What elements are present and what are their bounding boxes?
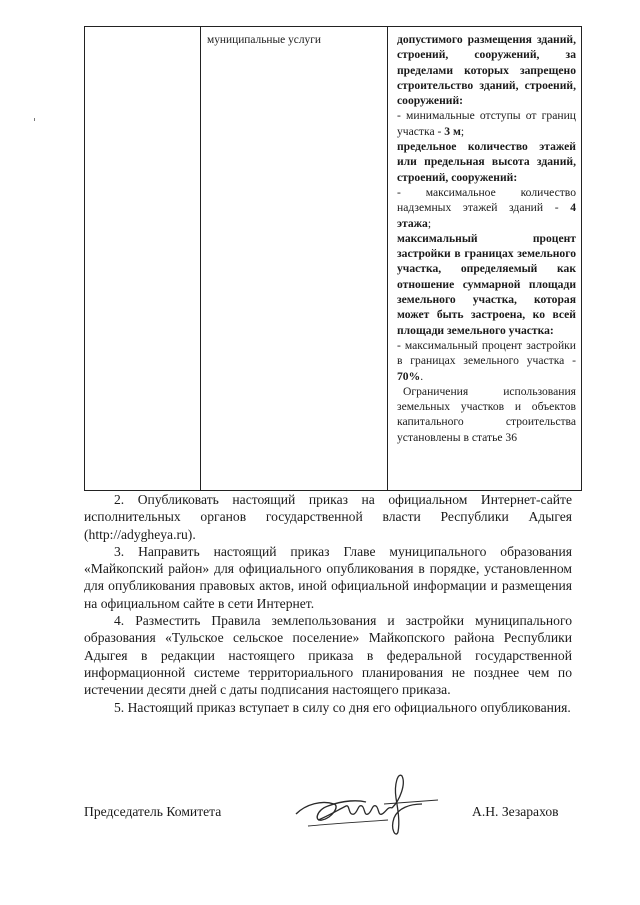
table-cell-permitted-use bbox=[201, 27, 388, 491]
parameter-text-tail: . bbox=[420, 369, 424, 383]
parameter-value: 3 м bbox=[444, 124, 461, 138]
parameter-item: допустимого размещения зданий, строений, сооружений, за пределами которых запрещено строительство зданий, строений, сооружений: bbox=[397, 33, 576, 108]
parameter-text: - максимальный процент застройки в границах земельного участка - bbox=[397, 338, 576, 368]
paragraph-5: 5. Настоящий приказ вступает в силу со дня его официального опубликования. bbox=[114, 699, 571, 715]
parameter-item: Ограничения использования земельных участков и объектов капитального строительства установлены в статье 36 bbox=[397, 384, 576, 444]
signatory-name: А.Н. Зезарахов bbox=[472, 804, 559, 819]
signatory-role: Председатель Комитета bbox=[84, 804, 222, 819]
parameter-item: максимальный процент застройки в границах земельного участка, определяемый как отношение суммарной площади земельного участка, которая может быть застроена, ко всей площади земельного участка: bbox=[397, 231, 576, 337]
paragraph-2: 2. Опубликовать настоящий приказ на официальном Интернет-сайте исполнительных органов государственной власти Республики Адыгея (http://adygheya.ru). bbox=[84, 492, 572, 542]
parameter-item bbox=[397, 185, 576, 231]
parameter-item bbox=[397, 338, 576, 384]
parameter-item: предельное количество этажей или предельная высота зданий, строений, сооружений: bbox=[397, 140, 576, 184]
handwritten-signature bbox=[288, 770, 448, 840]
parameter-text-tail: ; bbox=[427, 216, 432, 230]
parameter-value: 4 этажа bbox=[397, 201, 576, 230]
parameters-list bbox=[388, 27, 581, 445]
table-row bbox=[85, 27, 582, 491]
parameter-text: - максимальное количество надземных этажей зданий - bbox=[397, 185, 576, 215]
parameter-text: - минимальные отступы от границ участка - bbox=[397, 109, 576, 138]
zoning-table bbox=[84, 26, 582, 491]
paragraph-4: 4. Разместить Правила землепользования и застройки муниципального образования «Тульское сельское поселение» Майкопского района Республики Адыгея в редакции настоящего приказа в федеральной государственной информационной системе территориального планирования не позднее чем по истечении десяти дней с даты подписания настоящего приказа. bbox=[84, 613, 572, 698]
parameter-item bbox=[397, 108, 576, 139]
parameter-value: 70% bbox=[397, 369, 421, 383]
permitted-use-text: муниципальные услуги bbox=[207, 34, 321, 46]
order-body bbox=[84, 491, 572, 716]
parameter-text-tail: ; bbox=[460, 124, 465, 138]
paragraph-3: 3. Направить настоящий приказ Главе муниципального образования «Майкопский район» для официального опубликования в порядке, установленном для опубликования правовых актов, иной официальной информации и размещения на официальном сайте в сети Интернет. bbox=[84, 543, 572, 611]
table-cell-parameters bbox=[388, 27, 582, 491]
table-cell-number bbox=[85, 27, 201, 491]
margin-mark bbox=[34, 118, 35, 121]
